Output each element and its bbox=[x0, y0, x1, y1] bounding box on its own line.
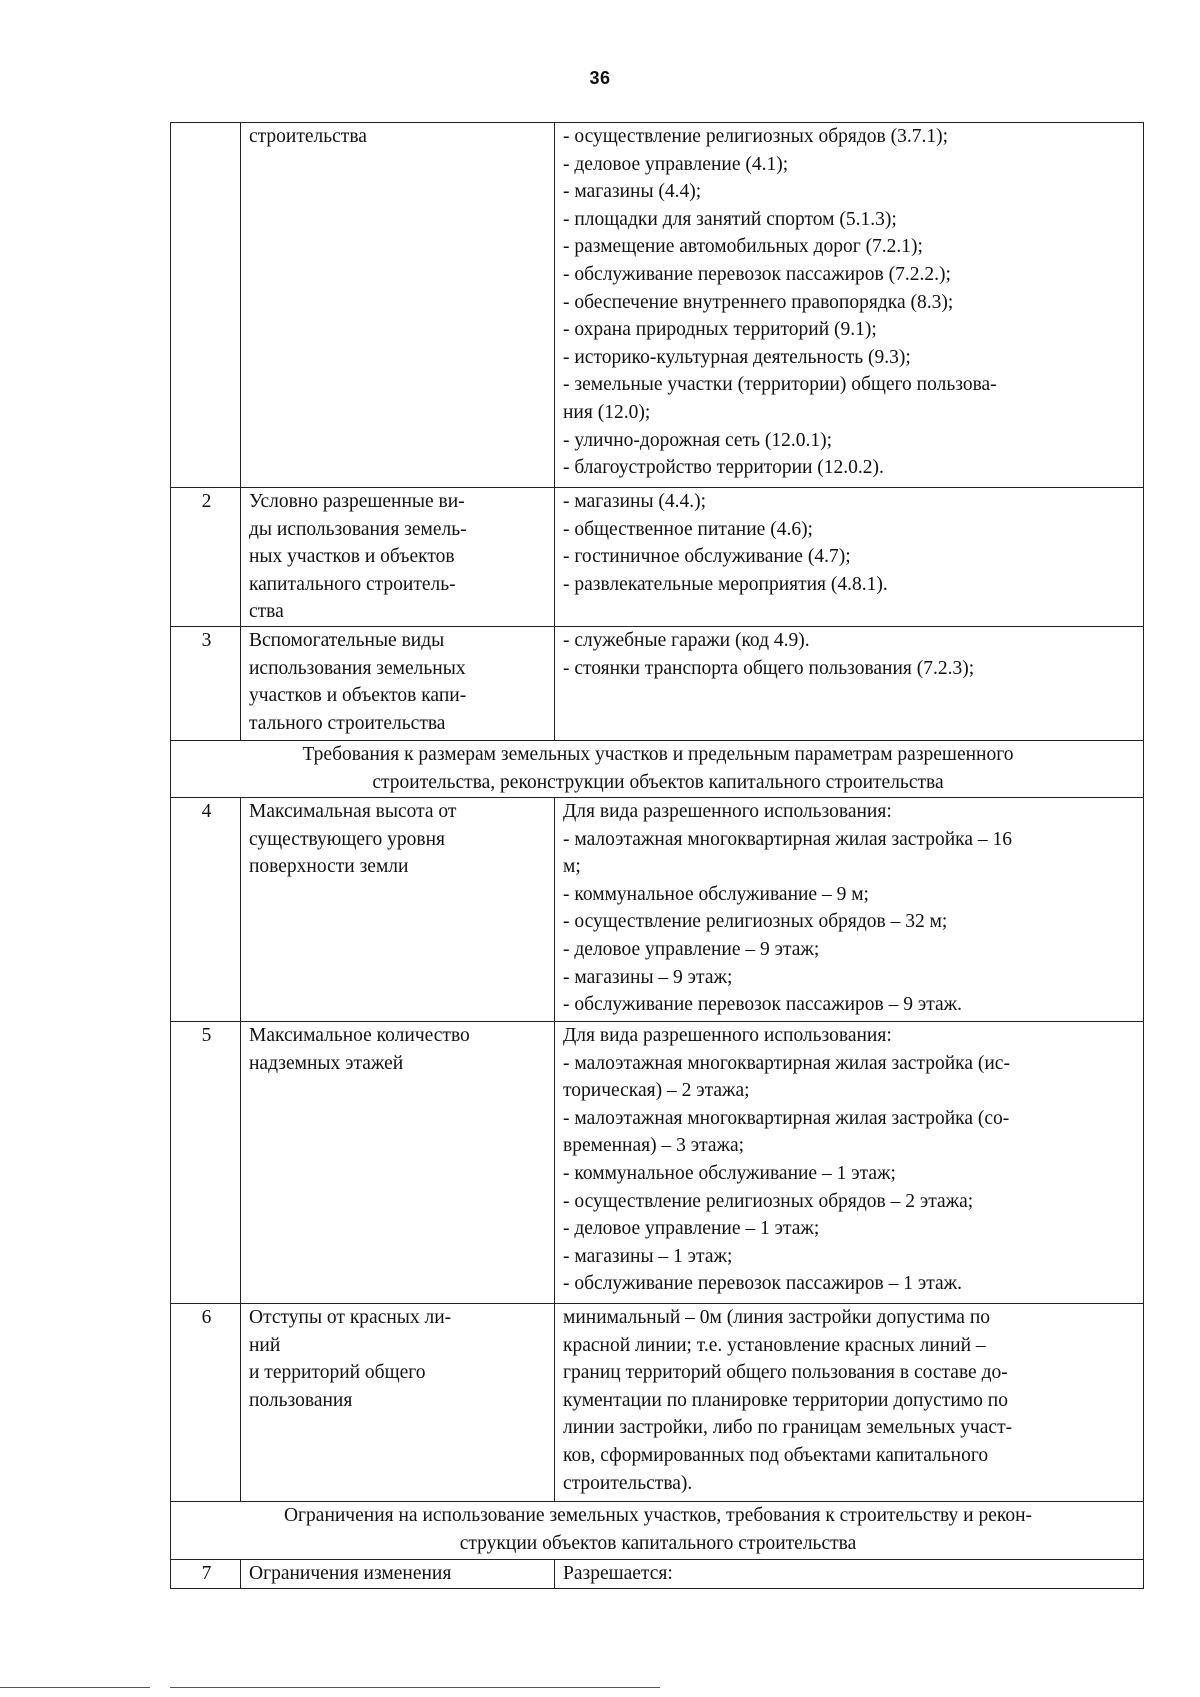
text-line: Условно разрешенные ви- bbox=[249, 491, 465, 512]
text-line: ства bbox=[249, 601, 284, 623]
row-number: 2 bbox=[171, 488, 241, 627]
text-line: - площадки для занятий спортом (5.1.3); bbox=[563, 208, 897, 230]
text-line: - общественное питание (4.6); bbox=[563, 518, 813, 540]
text-line: - магазины (4.4.); bbox=[563, 491, 707, 512]
text-line: - осуществление религиозных обрядов – 2 этажа; bbox=[563, 1190, 974, 1212]
table-row bbox=[171, 123, 1144, 488]
text-line: - коммунальное обслуживание – 9 м; bbox=[563, 883, 869, 905]
text-line: м; bbox=[563, 856, 581, 878]
text-line: поверхности земли bbox=[249, 856, 409, 878]
text-line: ных участков и объектов bbox=[249, 546, 455, 568]
text-line: линии застройки, либо по границам земельных участ- bbox=[563, 1417, 1013, 1439]
section-heading-restrictions bbox=[171, 1501, 1144, 1559]
text-line: участков и объектов капи- bbox=[249, 685, 467, 707]
table-row bbox=[171, 797, 1144, 1021]
text-line: Отступы от красных ли- bbox=[249, 1306, 452, 1328]
text-line: - охрана природных территорий (9.1); bbox=[563, 319, 877, 341]
text-line: - стоянки транспорта общего пользования (7.2.3); bbox=[563, 657, 975, 679]
text-line: - осуществление религиозных обрядов (3.7.1); bbox=[563, 126, 948, 147]
text-line: Требования к размерам земельных участков и предельным параметрам разрешенного bbox=[302, 743, 1014, 765]
text-line: - гостиничное обслуживание (4.7); bbox=[563, 546, 851, 568]
text-line: строительства, реконструкции объектов капитального строительства bbox=[372, 771, 944, 793]
parameter-name bbox=[241, 1303, 555, 1501]
text-line: - малоэтажная многоквартирная жилая застройка – 16 bbox=[563, 828, 1012, 850]
text-line: - земельные участки (территории) общего пользова- bbox=[563, 374, 997, 396]
text-line: - улично-дорожная сеть (12.0.1); bbox=[563, 429, 833, 451]
text-line: - коммунальное обслуживание – 1 этаж; bbox=[563, 1162, 896, 1184]
table-row bbox=[171, 626, 1144, 740]
text-line: пользования bbox=[249, 1389, 353, 1411]
text-line: тального строительства bbox=[249, 712, 446, 734]
text-line: - малоэтажная многоквартирная жилая застройка (со- bbox=[563, 1107, 1010, 1129]
parameter-name bbox=[241, 123, 555, 488]
text-line: - деловое управление – 9 этаж; bbox=[563, 938, 820, 960]
text-line: - историко-культурная деятельность (9.3); bbox=[563, 346, 911, 368]
text-line: - магазины (4.4); bbox=[563, 181, 702, 203]
text-line: строительства). bbox=[563, 1472, 693, 1494]
text-line: временная) – 3 этажа; bbox=[563, 1135, 745, 1157]
parameter-value bbox=[555, 626, 1144, 740]
text-line: Ограничения изменения bbox=[249, 1562, 452, 1584]
text-line: кументации по планировке территории допустимо по bbox=[563, 1389, 1008, 1411]
text-line: - обслуживание перевозок пассажиров – 1 этаж. bbox=[563, 1273, 963, 1295]
table-row bbox=[171, 488, 1144, 627]
text-line: границ территорий общего пользования в составе до- bbox=[563, 1362, 1008, 1384]
text-line: - магазины – 9 этаж; bbox=[563, 966, 733, 988]
parameter-value bbox=[555, 123, 1144, 488]
row-number: 5 bbox=[171, 1021, 241, 1303]
parameter-name bbox=[241, 626, 555, 740]
table-row bbox=[171, 1021, 1144, 1303]
section-heading-requirements bbox=[171, 740, 1144, 797]
page-number: 36 bbox=[589, 68, 611, 88]
text-line: - развлекательные мероприятия (4.8.1). bbox=[563, 573, 888, 595]
parameter-name bbox=[241, 488, 555, 627]
parameter-value bbox=[555, 488, 1144, 627]
footer-rules bbox=[0, 1687, 1200, 1691]
text-line: - деловое управление – 1 этаж; bbox=[563, 1218, 820, 1240]
text-line: - деловое управление (4.1); bbox=[563, 153, 789, 175]
text-line: Вспомогательные виды bbox=[249, 629, 445, 651]
footer-rule-right bbox=[170, 1687, 660, 1688]
row-number bbox=[171, 123, 241, 488]
text-line: струкции объектов капитального строительства bbox=[459, 1532, 857, 1554]
text-line: - обслуживание перевозок пассажиров – 9 этаж. bbox=[563, 994, 963, 1016]
section-header-row bbox=[171, 740, 1144, 797]
section-header-row bbox=[171, 1501, 1144, 1559]
text-line: ния (12.0); bbox=[563, 401, 651, 423]
text-line: Ограничения на использование земельных участков, требования к строительству и рекон- bbox=[283, 1504, 1033, 1526]
text-line: - малоэтажная многоквартирная жилая застройка (ис- bbox=[563, 1052, 1010, 1074]
text-line: строительства bbox=[249, 126, 367, 147]
row-number: 7 bbox=[171, 1559, 241, 1588]
text-line: ды использования земель- bbox=[249, 518, 467, 540]
text-line: - осуществление религиозных обрядов – 32 м; bbox=[563, 911, 948, 933]
text-line: - обслуживание перевозок пассажиров (7.2.2.); bbox=[563, 263, 951, 285]
parameter-value bbox=[555, 797, 1144, 1021]
parameter-name bbox=[241, 797, 555, 1021]
table-row bbox=[171, 1559, 1144, 1588]
text-line: Для вида разрешенного использования: bbox=[563, 1024, 892, 1046]
text-line: - служебные гаражи (код 4.9). bbox=[563, 629, 810, 651]
row-number: 4 bbox=[171, 797, 241, 1021]
text-line: Максимальная высота от bbox=[249, 800, 457, 822]
text-line: ков, сформированных под объектами капитального bbox=[563, 1444, 989, 1466]
parameter-name bbox=[241, 1559, 555, 1588]
text-line: красной линии; т.е. установление красных линий – bbox=[563, 1334, 986, 1356]
text-line: Максимальное количество bbox=[249, 1024, 470, 1046]
text-line: надземных этажей bbox=[249, 1052, 404, 1074]
text-line: капитального строитель- bbox=[249, 573, 456, 595]
parameter-name bbox=[241, 1021, 555, 1303]
text-line: - благоустройство территории (12.0.2). bbox=[563, 457, 884, 479]
land-use-regulations-table bbox=[170, 122, 1144, 1589]
text-line: Для вида разрешенного использования: bbox=[563, 800, 892, 822]
parameter-value bbox=[555, 1021, 1144, 1303]
text-line: использования земельных bbox=[249, 657, 466, 679]
parameter-value bbox=[555, 1559, 1144, 1588]
text-line: торическая) – 2 этажа; bbox=[563, 1080, 750, 1102]
text-line: минимальный – 0м (линия застройки допустима по bbox=[563, 1306, 991, 1328]
footer-rule-left bbox=[0, 1687, 150, 1688]
row-number: 6 bbox=[171, 1303, 241, 1501]
parameter-value bbox=[555, 1303, 1144, 1501]
text-line: Разрешается: bbox=[563, 1562, 673, 1584]
table-row bbox=[171, 1303, 1144, 1501]
text-line: существующего уровня bbox=[249, 828, 446, 850]
text-line: - магазины – 1 этаж; bbox=[563, 1245, 733, 1267]
row-number: 3 bbox=[171, 626, 241, 740]
text-line: и территорий общего bbox=[249, 1362, 426, 1384]
text-line: - размещение автомобильных дорог (7.2.1); bbox=[563, 236, 923, 258]
text-line: - обеспечение внутреннего правопорядка (8.3); bbox=[563, 291, 954, 313]
text-line: ний bbox=[249, 1334, 281, 1356]
